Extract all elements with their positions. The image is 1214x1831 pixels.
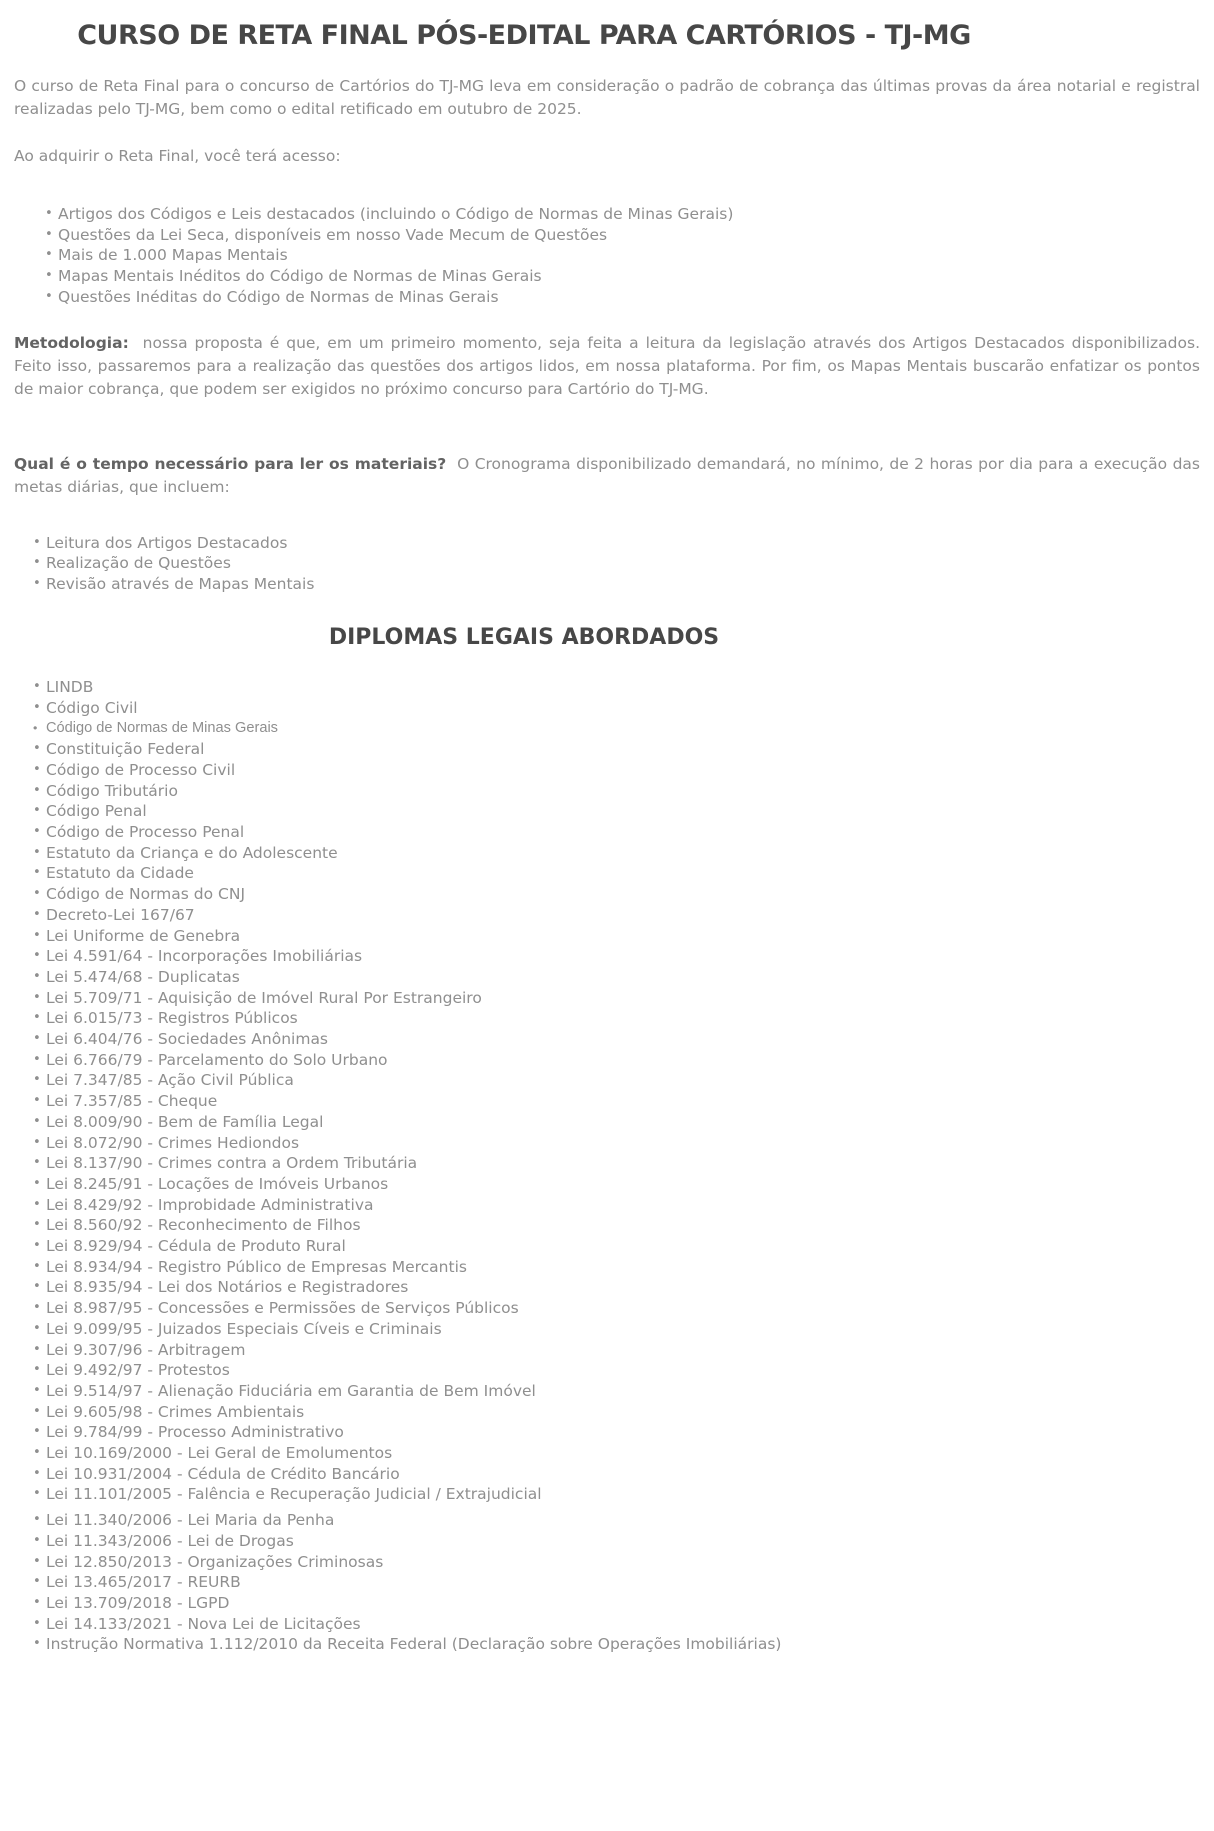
list-item: • Lei 8.934/94 - Registro Público de Empresas Mercantis xyxy=(46,1257,1200,1278)
list-item: • Lei 13.709/2018 - LGPD xyxy=(46,1593,1200,1614)
list-item: • Lei 11.340/2006 - Lei Maria da Penha xyxy=(46,1510,1200,1531)
list-item: • Estatuto da Cidade xyxy=(46,863,1200,884)
list-item: • Código Penal xyxy=(46,801,1200,822)
list-item: • Lei 10.931/2004 - Cédula de Crédito Bancário xyxy=(46,1464,1200,1485)
list-item: • Lei 12.850/2013 - Organizações Criminosas xyxy=(46,1552,1200,1573)
page-title: CURSO DE RETA FINAL PÓS-EDITAL PARA CARTÓRIOS - TJ-MG xyxy=(77,20,971,51)
list-item: • Lei 5.474/68 - Duplicatas xyxy=(46,967,1200,988)
list-item: • Lei 6.404/76 - Sociedades Anônimas xyxy=(46,1029,1200,1050)
list-item: • Lei 8.009/90 - Bem de Família Legal xyxy=(46,1112,1200,1133)
methodology-text: nossa proposta é que, em um primeiro momento, seja feita a leitura da legislação através dos Artigos Destacados disponibilizados. Feito isso, passaremos para a realização das questões dos artigos lidos, em nossa plataforma. Por fim, os Mapas Mentais buscarão enfatizar os pontos de maior cobrança, que podem ser exigidos no próximo concurso para Cartório do TJ-MG. xyxy=(14,333,1200,398)
list-item: • Lei 10.169/2000 - Lei Geral de Emolumentos xyxy=(46,1443,1200,1464)
time-question-text: O Cronograma disponibilizado demandará, no mínimo, de 2 horas por dia para a execução das metas diárias, que incluem: xyxy=(14,454,1200,496)
list-item: • Questões da Lei Seca, disponíveis em nosso Vade Mecum de Questões xyxy=(58,225,1200,246)
list-item: • Mapas Mentais Inéditos do Código de Normas de Minas Gerais xyxy=(58,266,1200,287)
list-item: • Lei 14.133/2021 - Nova Lei de Licitações xyxy=(46,1614,1200,1635)
time-question-label: Qual é o tempo necessário para ler os materiais? xyxy=(14,454,447,473)
list-item: • LINDB xyxy=(46,677,1200,698)
list-item: • Código de Processo Penal xyxy=(46,822,1200,843)
list-item: • Artigos dos Códigos e Leis destacados (incluindo o Código de Normas de Minas Gerais) xyxy=(58,204,1200,225)
list-item: • Instrução Normativa 1.112/2010 da Receita Federal (Declaração sobre Operações Imobiliárias) xyxy=(46,1634,1200,1655)
list-item: • Lei 6.015/73 - Registros Públicos xyxy=(46,1008,1200,1029)
list-item: • Código de Normas do CNJ xyxy=(46,884,1200,905)
list-item: • Código Civil xyxy=(46,698,1200,719)
list-item: • Lei 11.343/2006 - Lei de Drogas xyxy=(46,1531,1200,1552)
list-item: • Lei 4.591/64 - Incorporações Imobiliárias xyxy=(46,946,1200,967)
list-item: • Realização de Questões xyxy=(46,553,1200,574)
list-item: • Lei 7.357/85 - Cheque xyxy=(46,1091,1200,1112)
list-item: • Lei 8.072/90 - Crimes Hediondos xyxy=(46,1133,1200,1154)
list-item: • Lei 5.709/71 - Aquisição de Imóvel Rural Por Estrangeiro xyxy=(46,988,1200,1009)
list-item: • Constituição Federal xyxy=(46,739,1200,760)
list-item: • Lei 8.137/90 - Crimes contra a Ordem Tributária xyxy=(46,1153,1200,1174)
daily-goals-list xyxy=(14,533,1200,595)
list-item: • Lei 9.514/97 - Alienação Fiduciária em Garantia de Bem Imóvel xyxy=(46,1381,1200,1402)
intro-paragraph: O curso de Reta Final para o concurso de Cartórios do TJ-MG leva em consideração o padrão de cobrança das últimas provas da área notarial e registral realizadas pelo TJ-MG, bem como o edital retificado em outubro de 2025. xyxy=(14,77,1200,119)
list-item: • Lei 9.784/99 - Processo Administrativo xyxy=(46,1422,1200,1443)
list-item: • Lei Uniforme de Genebra xyxy=(46,926,1200,947)
access-intro-paragraph: Ao adquirir o Reta Final, você terá acesso: xyxy=(14,147,341,166)
methodology-label: Metodologia: xyxy=(14,333,129,352)
time-question-paragraph xyxy=(14,453,1200,499)
list-item: • Código de Processo Civil xyxy=(46,760,1200,781)
list-item: • Lei 11.101/2005 - Falência e Recuperação Judicial / Extrajudicial xyxy=(46,1484,1200,1505)
diplomas-extra-list xyxy=(14,1510,1200,1655)
list-item: • Questões Inéditas do Código de Normas de Minas Gerais xyxy=(58,287,1200,308)
list-item: • Estatuto da Criança e do Adolescente xyxy=(46,843,1200,864)
list-item: • Lei 8.929/94 - Cédula de Produto Rural xyxy=(46,1236,1200,1257)
methodology-paragraph xyxy=(14,332,1200,401)
list-item: • Lei 8.935/94 - Lei dos Notários e Registradores xyxy=(46,1277,1200,1298)
list-item: • Lei 9.307/96 - Arbitragem xyxy=(46,1340,1200,1361)
list-item: • Lei 8.987/95 - Concessões e Permissões de Serviços Públicos xyxy=(46,1298,1200,1319)
list-item: • Lei 8.245/91 - Locações de Imóveis Urbanos xyxy=(46,1174,1200,1195)
list-item: • Lei 13.465/2017 - REURB xyxy=(46,1572,1200,1593)
access-items-list xyxy=(14,204,1200,308)
list-item: • Código Tributário xyxy=(46,781,1200,802)
list-item: • Revisão através de Mapas Mentais xyxy=(46,574,1200,595)
list-item: • Leitura dos Artigos Destacados xyxy=(46,533,1200,554)
list-item: • Mais de 1.000 Mapas Mentais xyxy=(58,245,1200,266)
list-item: • Lei 8.560/92 - Reconhecimento de Filhos xyxy=(46,1215,1200,1236)
list-item: • Lei 7.347/85 - Ação Civil Pública xyxy=(46,1070,1200,1091)
list-item: • Lei 8.429/92 - Improbidade Administrativa xyxy=(46,1195,1200,1216)
list-item: • Código de Normas de Minas Gerais xyxy=(46,718,1200,739)
list-item: • Lei 6.766/79 - Parcelamento do Solo Urbano xyxy=(46,1050,1200,1071)
diplomas-section-heading: DIPLOMAS LEGAIS ABORDADOS xyxy=(328,624,720,650)
list-item: • Lei 9.605/98 - Crimes Ambientais xyxy=(46,1402,1200,1423)
list-item: • Decreto-Lei 167/67 xyxy=(46,905,1200,926)
diplomas-list xyxy=(14,677,1200,1505)
list-item: • Lei 9.099/95 - Juizados Especiais Cíveis e Criminais xyxy=(46,1319,1200,1340)
list-item: • Lei 9.492/97 - Protestos xyxy=(46,1360,1200,1381)
